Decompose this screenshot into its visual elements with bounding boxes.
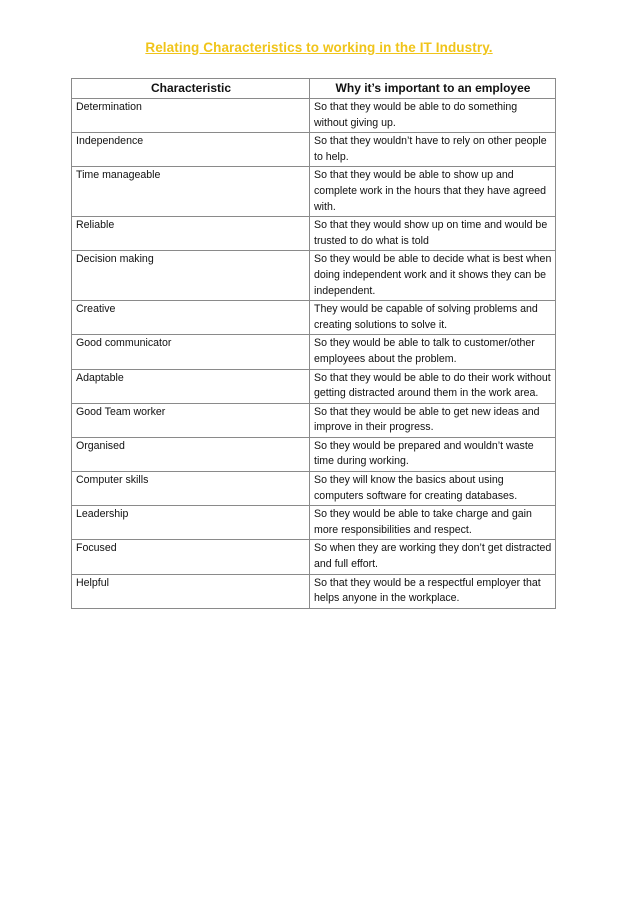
table-row <box>72 133 556 167</box>
characteristic-cell: Independence <box>72 133 310 167</box>
characteristics-table <box>71 78 556 609</box>
table-row <box>72 403 556 437</box>
characteristic-cell: Creative <box>72 301 310 335</box>
importance-cell: So they would be prepared and wouldn’t waste time during working. <box>310 437 556 471</box>
characteristic-cell: Good Team worker <box>72 403 310 437</box>
importance-cell: So they would be able to take charge and gain more responsibilities and respect. <box>310 506 556 540</box>
characteristic-cell: Organised <box>72 437 310 471</box>
importance-cell: So that they would be a respectful employer that helps anyone in the workplace. <box>310 574 556 608</box>
characteristic-cell: Determination <box>72 99 310 133</box>
table-row <box>72 472 556 506</box>
importance-cell: So they would be able to talk to customer/other employees about the problem. <box>310 335 556 369</box>
table-row <box>72 251 556 301</box>
importance-cell: So they would be able to decide what is best when doing independent work and it shows they can be independent. <box>310 251 556 301</box>
table-row <box>72 369 556 403</box>
importance-cell: So that they would be able to do their work without getting distracted around them in the work area. <box>310 369 556 403</box>
characteristic-cell: Focused <box>72 540 310 574</box>
importance-cell: So when they are working they don’t get distracted and full effort. <box>310 540 556 574</box>
characteristic-cell: Adaptable <box>72 369 310 403</box>
characteristic-cell: Computer skills <box>72 472 310 506</box>
table-row <box>72 99 556 133</box>
characteristic-cell: Reliable <box>72 217 310 251</box>
importance-cell: So that they wouldn’t have to rely on other people to help. <box>310 133 556 167</box>
characteristic-cell: Decision making <box>72 251 310 301</box>
column-header-importance: Why it’s important to an employee <box>310 79 556 99</box>
importance-cell: So that they would be able to do something without giving up. <box>310 99 556 133</box>
table-row <box>72 301 556 335</box>
table-row <box>72 437 556 471</box>
table-row <box>72 506 556 540</box>
table-row <box>72 167 556 217</box>
table-row <box>72 335 556 369</box>
characteristic-cell: Leadership <box>72 506 310 540</box>
importance-cell: So that they would show up on time and would be trusted to do what is told <box>310 217 556 251</box>
importance-cell: So that they would be able to show up and complete work in the hours that they have agreed with. <box>310 167 556 217</box>
page-title: Relating Characteristics to working in the IT Industry. <box>145 40 493 55</box>
table-row <box>72 540 556 574</box>
characteristic-cell: Good communicator <box>72 335 310 369</box>
characteristic-cell: Time manageable <box>72 167 310 217</box>
importance-cell: They would be capable of solving problems and creating solutions to solve it. <box>310 301 556 335</box>
table-header-row <box>72 79 556 99</box>
importance-cell: So they will know the basics about using computers software for creating databases. <box>310 472 556 506</box>
table-row <box>72 217 556 251</box>
characteristic-cell: Helpful <box>72 574 310 608</box>
importance-cell: So that they would be able to get new ideas and improve in their progress. <box>310 403 556 437</box>
column-header-characteristic: Characteristic <box>72 79 310 99</box>
table-row <box>72 574 556 608</box>
